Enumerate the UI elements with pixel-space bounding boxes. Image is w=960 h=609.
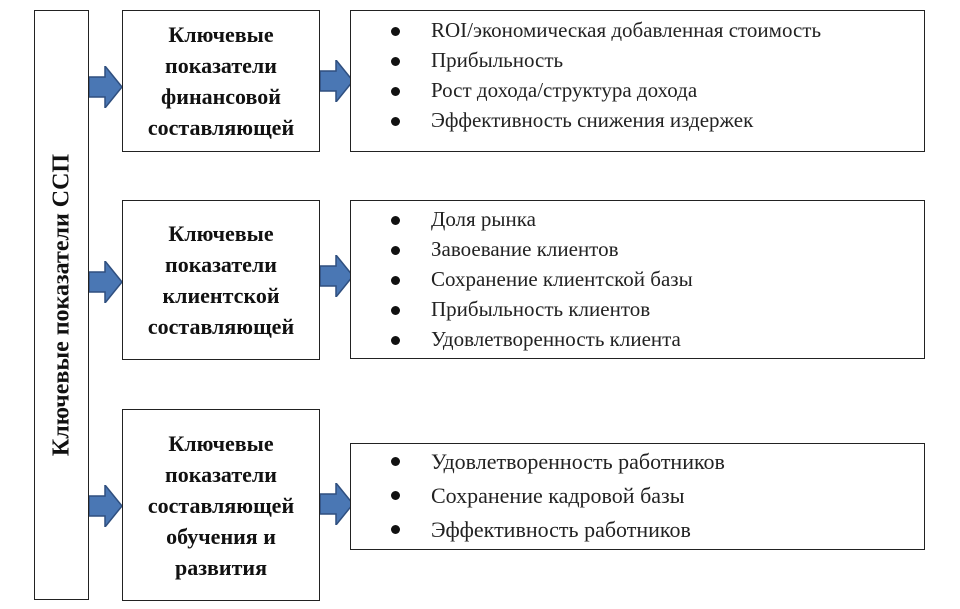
list-item: Эффективность работников — [351, 513, 924, 547]
learning-indicators-list — [350, 443, 925, 550]
category-financial-box — [122, 10, 320, 152]
list-item: ROI/экономическая добавленная стоимость — [351, 15, 924, 45]
customer-indicators-list — [350, 200, 925, 359]
bullet-icon — [391, 457, 400, 466]
bullet-icon — [391, 87, 400, 96]
bullet-icon — [391, 117, 400, 126]
list-item: Удовлетворенность клиента — [351, 324, 924, 354]
financial-indicators-list — [350, 10, 925, 152]
arrow-right-icon — [89, 485, 123, 527]
arrow-right-icon — [320, 60, 354, 102]
category-financial-label: Ключевые показатели финансовой составляющей — [147, 22, 295, 140]
bullet-icon — [391, 57, 400, 66]
bullet-icon — [391, 216, 400, 225]
list-item: Доля рынка — [351, 204, 924, 234]
bullet-icon — [391, 491, 400, 500]
list-item: Рост дохода/структура дохода — [351, 75, 924, 105]
arrow-right-icon — [89, 66, 123, 108]
bullet-icon — [391, 336, 400, 345]
arrow-right-icon — [320, 483, 354, 525]
category-learning-box — [122, 409, 320, 601]
category-learning-label: Ключевые показатели составляющей обучения и развития — [147, 430, 295, 580]
arrow-right-icon — [89, 261, 123, 303]
bullet-icon — [391, 27, 400, 36]
bullet-icon — [391, 306, 400, 315]
list-item: Завоевание клиентов — [351, 234, 924, 264]
category-customer-label: Ключевые показатели клиентской составляющей — [147, 221, 295, 339]
list-item: Сохранение клиентской базы — [351, 264, 924, 294]
list-item: Сохранение кадровой базы — [351, 479, 924, 513]
list-item: Удовлетворенность работников — [351, 445, 924, 479]
list-item: Эффективность снижения издержек — [351, 105, 924, 135]
bullet-icon — [391, 525, 400, 534]
list-item: Прибыльность клиентов — [351, 294, 924, 324]
root-box — [34, 10, 89, 600]
category-customer-box — [122, 200, 320, 360]
bullet-icon — [391, 246, 400, 255]
bullet-icon — [391, 276, 400, 285]
arrow-right-icon — [320, 255, 354, 297]
root-label: Ключевые показатели ССП — [48, 153, 74, 457]
list-item: Прибыльность — [351, 45, 924, 75]
